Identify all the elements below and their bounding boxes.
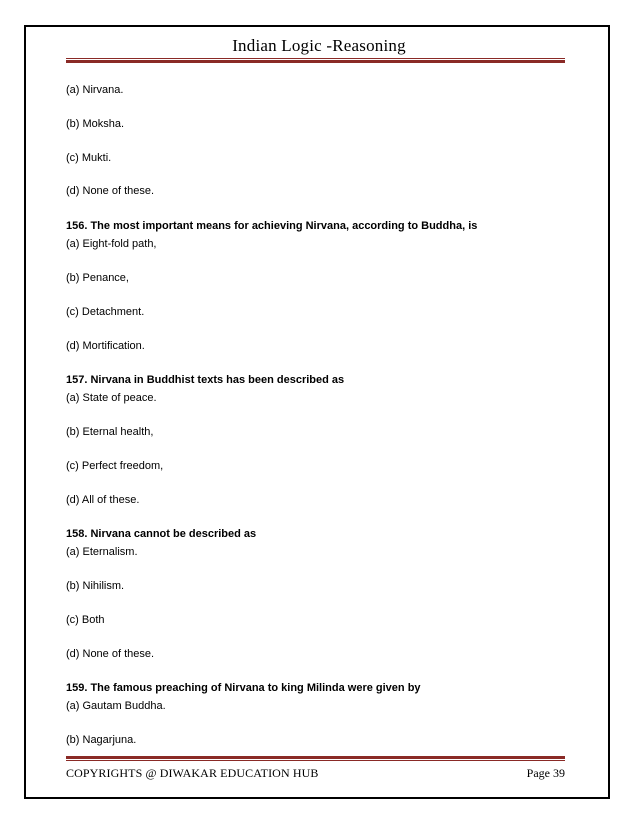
option-line: (d) Mortification. [66, 340, 145, 352]
option-line: (d) All of these. [66, 494, 140, 506]
option-line: (a) Gautam Buddha. [66, 700, 166, 712]
option-line: (a) Nirvana. [66, 84, 124, 96]
option-line: (c) Both [66, 614, 105, 626]
option-line: (c) Detachment. [66, 306, 145, 318]
question-line: 156. The most important means for achieving Nirvana, according to Buddha, is [66, 220, 478, 232]
option-line: (b) Nihilism. [66, 580, 125, 592]
option-line: (a) State of peace. [66, 392, 157, 404]
option-line: (c) Mukti. [66, 152, 112, 164]
option-line: (b) Moksha. [66, 118, 125, 130]
footer-rule-thin [66, 760, 565, 761]
option-line: (b) Nagarjuna. [66, 734, 137, 746]
option-line: (b) Penance, [66, 272, 129, 284]
footer-page-number: Page 39 [526, 766, 565, 780]
footer-rule-thick [66, 756, 565, 759]
footer-copyright: COPYRIGHTS @ DIWAKAR EDUCATION HUB [66, 766, 319, 780]
option-line: (d) None of these. [66, 648, 155, 660]
header-rule-thick [66, 60, 565, 63]
question-line: 159. The famous preaching of Nirvana to king Milinda were given by [66, 682, 421, 694]
header-rule-thin [66, 58, 565, 59]
question-line: 158. Nirvana cannot be described as [66, 528, 257, 540]
option-line: (b) Eternal health, [66, 426, 154, 438]
question-line: 157. Nirvana in Buddhist texts has been described as [66, 374, 345, 386]
option-line: (d) None of these. [66, 185, 155, 197]
option-line: (a) Eight-fold path, [66, 238, 157, 250]
option-line: (c) Perfect freedom, [66, 460, 164, 472]
page-header-title: Indian Logic -Reasoning [232, 36, 406, 55]
option-line: (a) Eternalism. [66, 546, 138, 558]
